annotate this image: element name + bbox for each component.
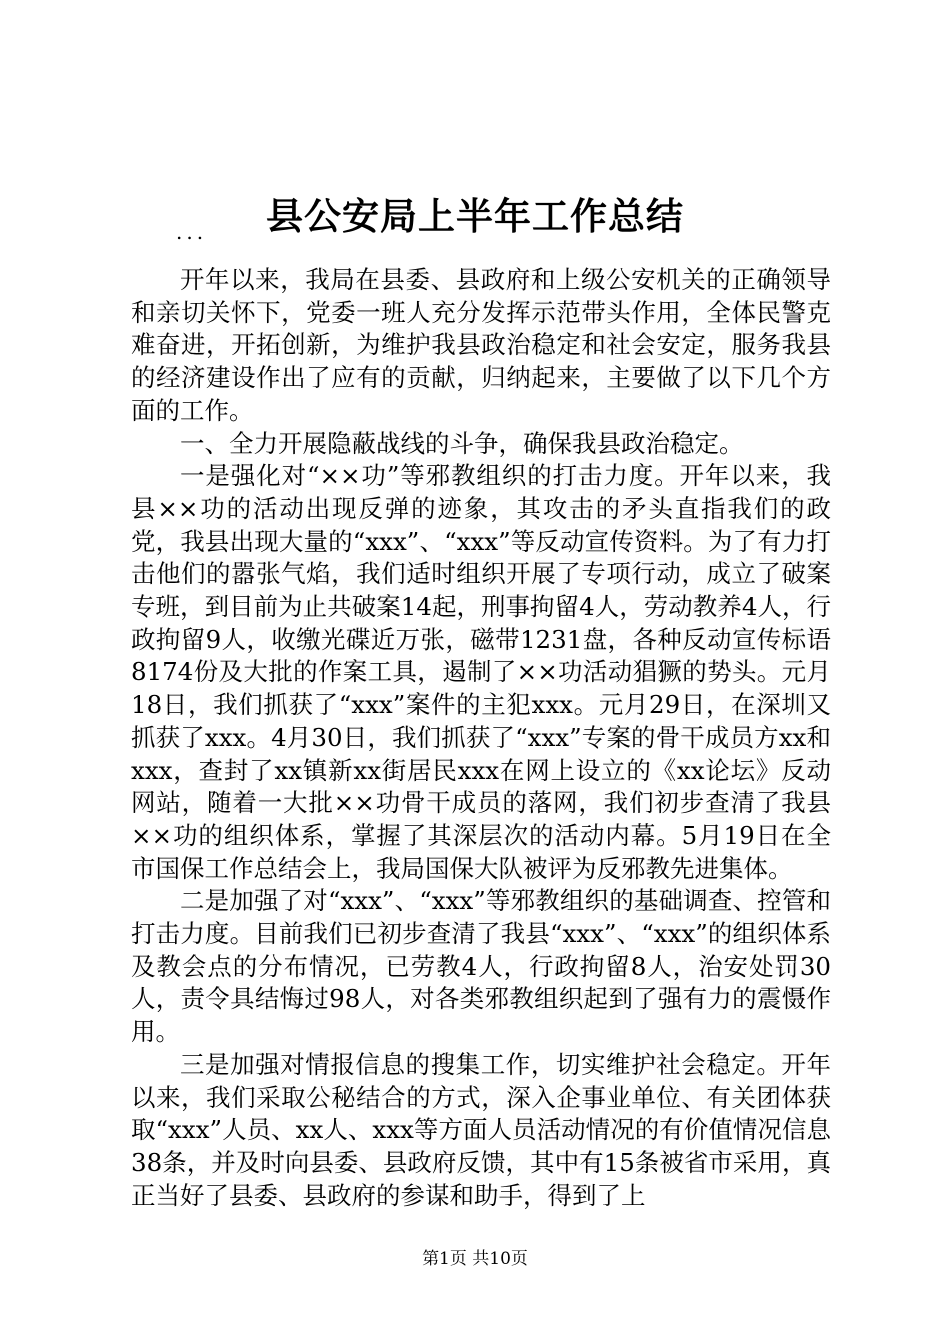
ellipsis-mark: ... xyxy=(176,220,208,244)
document-title: 县公安局上半年工作总结 xyxy=(266,194,684,238)
paragraph-item-3: 三是加强对情报信息的搜集工作，切实维护社会稳定。开年以来，我们采取公秘结合的方式，深入企事业单位、有关团体获取“xxx”人员、xx人、xxx等方面人员活动情况的有价值情况信息38条，并及时向县委、县政府反馈，其中有15条被省市采用，真正当好了县委、县政府的参谋和助手，得到了上 xyxy=(131,1049,831,1210)
paragraph-item-1: 一是强化对“××功”等邪教组织的打击力度。开年以来，我县××功的活动出现反弹的迹象，其攻击的矛头直指我们的政党，我县出现大量的“xxx”、“xxx”等反动宣传资料。为了有力打击他们的嚣张气焰，我们适时组织开展了专项行动，成立了破案专班，到目前为止共破案14起，刑事拘留4人，劳动教养4人，行政拘留9人，收缴光碟近万张，磁带1231盘，各种反动宣传标语8174份及大批的作案工具，遏制了××功活动猖獗的势头。元月18日，我们抓获了“xxx”案件的主犯xxx。元月29日，在深圳又抓获了xxx。4月30日，我们抓获了“xxx”专案的骨干成员方xx和xxx，查封了xx镇新xx街居民xxx在网上设立的《xx论坛》反动网站，随着一大批××功骨干成员的落网，我们初步查清了我县××功的组织体系，掌握了其深层次的活动内幕。5月19日在全市国保工作总结会上，我局国保大队被评为反邪教先进集体。 xyxy=(131,461,831,883)
page-footer: 第1页 共10页 xyxy=(422,1249,528,1269)
document-body xyxy=(131,264,831,1212)
section-heading: 一、全力开展隐蔽战线的斗争，确保我县政治稳定。 xyxy=(180,428,744,458)
paragraph-item-2: 二是加强了对“xxx”、“xxx”等邪教组织的基础调查、控管和打击力度。目前我们已初步查清了我县“xxx”、“xxx”的组织体系及教会点的分布情况，已劳教4人，行政拘留8人，治安处罚30人，责令具结悔过98人，对各类邪教组织起到了强有力的震慑作用。 xyxy=(131,886,831,1047)
paragraph-intro: 开年以来，我局在县委、县政府和上级公安机关的正确领导和亲切关怀下，党委一班人充分发挥示范带头作用，全体民警克难奋进，开拓创新，为维护我县政治稳定和社会安定，服务我县的经济建设作出了应有的贡献，归纳起来，主要做了以下几个方面的工作。 xyxy=(131,265,831,425)
